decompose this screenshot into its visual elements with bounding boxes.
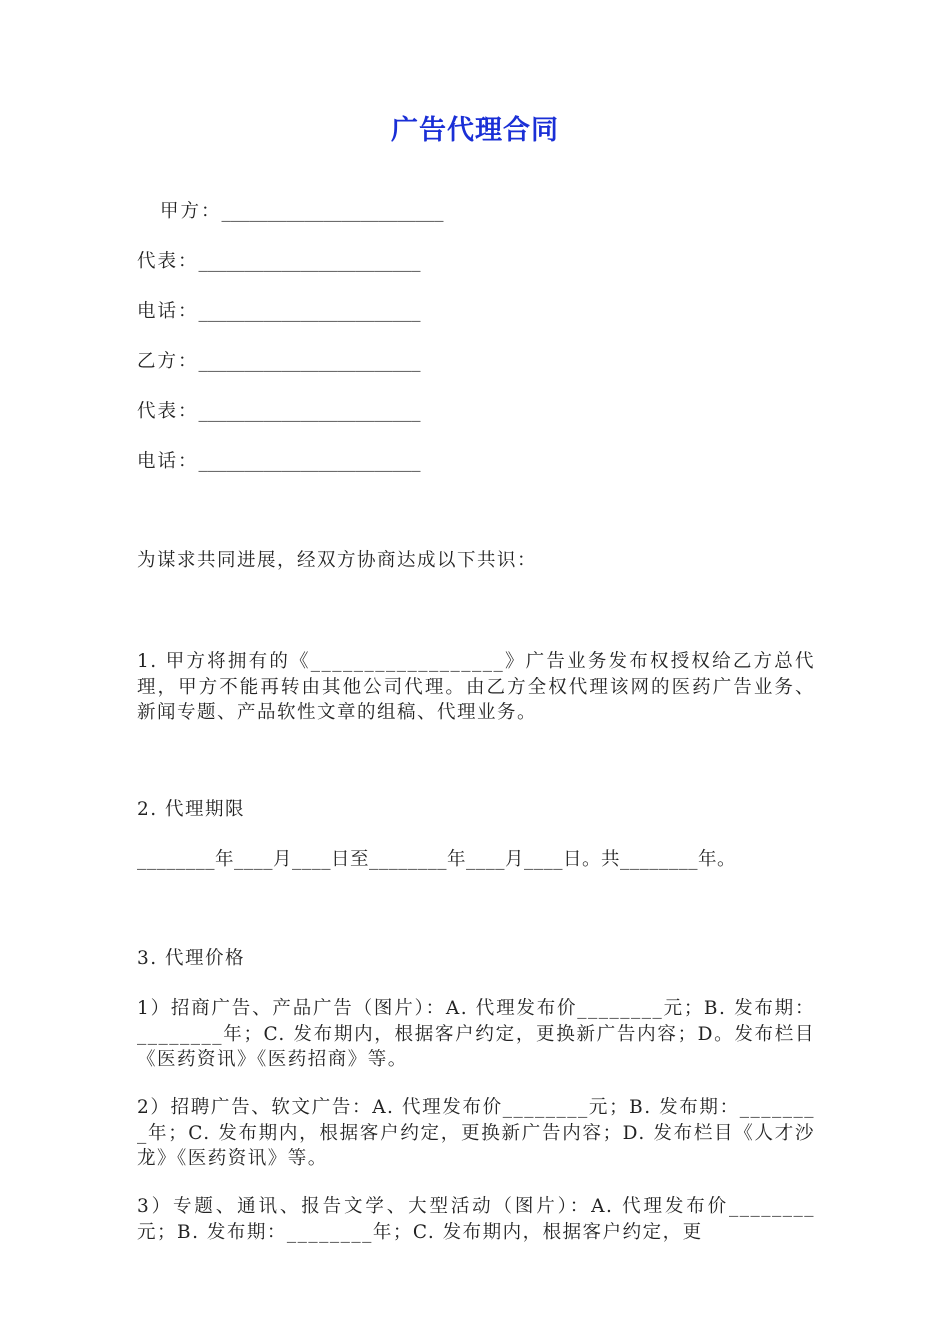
field-blank: ________________________	[198, 301, 421, 322]
field-label: 乙方：	[137, 351, 199, 372]
field-blank: ________________________	[198, 251, 421, 272]
price-item-2: 2）招聘广告、软文广告：A. 代理发布价________元；B. 发布期：________年；C. 发布期内，根据客户约定，更换新广告内容；D. 发布栏目《人才沙龙》《医药资讯》等。	[137, 1097, 815, 1169]
field-label: 电话：	[137, 301, 199, 322]
section-1-paragraph: 1. 甲方将拥有的《__________________》广告业务发布权授权给乙方总代理，甲方不能再转由其他公司代理。由乙方全权代理该网的医药广告业务、新闻专题、产品软性文章的组稿、代理业务。	[137, 651, 815, 723]
field-label: 代表：	[137, 251, 199, 272]
price-item-1: 1）招商广告、产品广告（图片）：A. 代理发布价________元；B. 发布期：________年；C. 发布期内，根据客户约定，更换新广告内容；D。发布栏目《医药资讯》《医药招商》等。	[137, 998, 815, 1070]
price-item-3: 3）专题、通讯、报告文学、大型活动（图片）：A. 代理发布价________元；B. 发布期：________年；C. 发布期内，根据客户约定，更	[137, 1196, 815, 1243]
section-3-heading: 3. 代理价格	[137, 948, 246, 969]
field-blank: ________________________	[198, 351, 421, 372]
field-blank: ________________________	[221, 201, 444, 222]
document-title: 广告代理合同	[391, 115, 559, 146]
section-2-heading: 2. 代理期限	[137, 799, 246, 820]
party-b-representative-field	[137, 399, 421, 425]
intro-paragraph: 为谋求共同进展，经双方协商达成以下共识：	[137, 550, 538, 571]
party-b-field	[137, 349, 421, 375]
term-date-line: ________年____月____日至________年____月____日。共________年。	[137, 849, 737, 870]
field-label: 代表：	[137, 401, 199, 422]
party-a-phone-field	[137, 299, 421, 325]
field-label: 甲方：	[160, 201, 222, 222]
party-a-field	[160, 199, 444, 225]
party-a-representative-field	[137, 249, 421, 275]
field-label: 电话：	[137, 451, 199, 472]
field-blank: ________________________	[198, 451, 421, 472]
party-b-phone-field	[137, 449, 421, 475]
field-blank: ________________________	[198, 401, 421, 422]
